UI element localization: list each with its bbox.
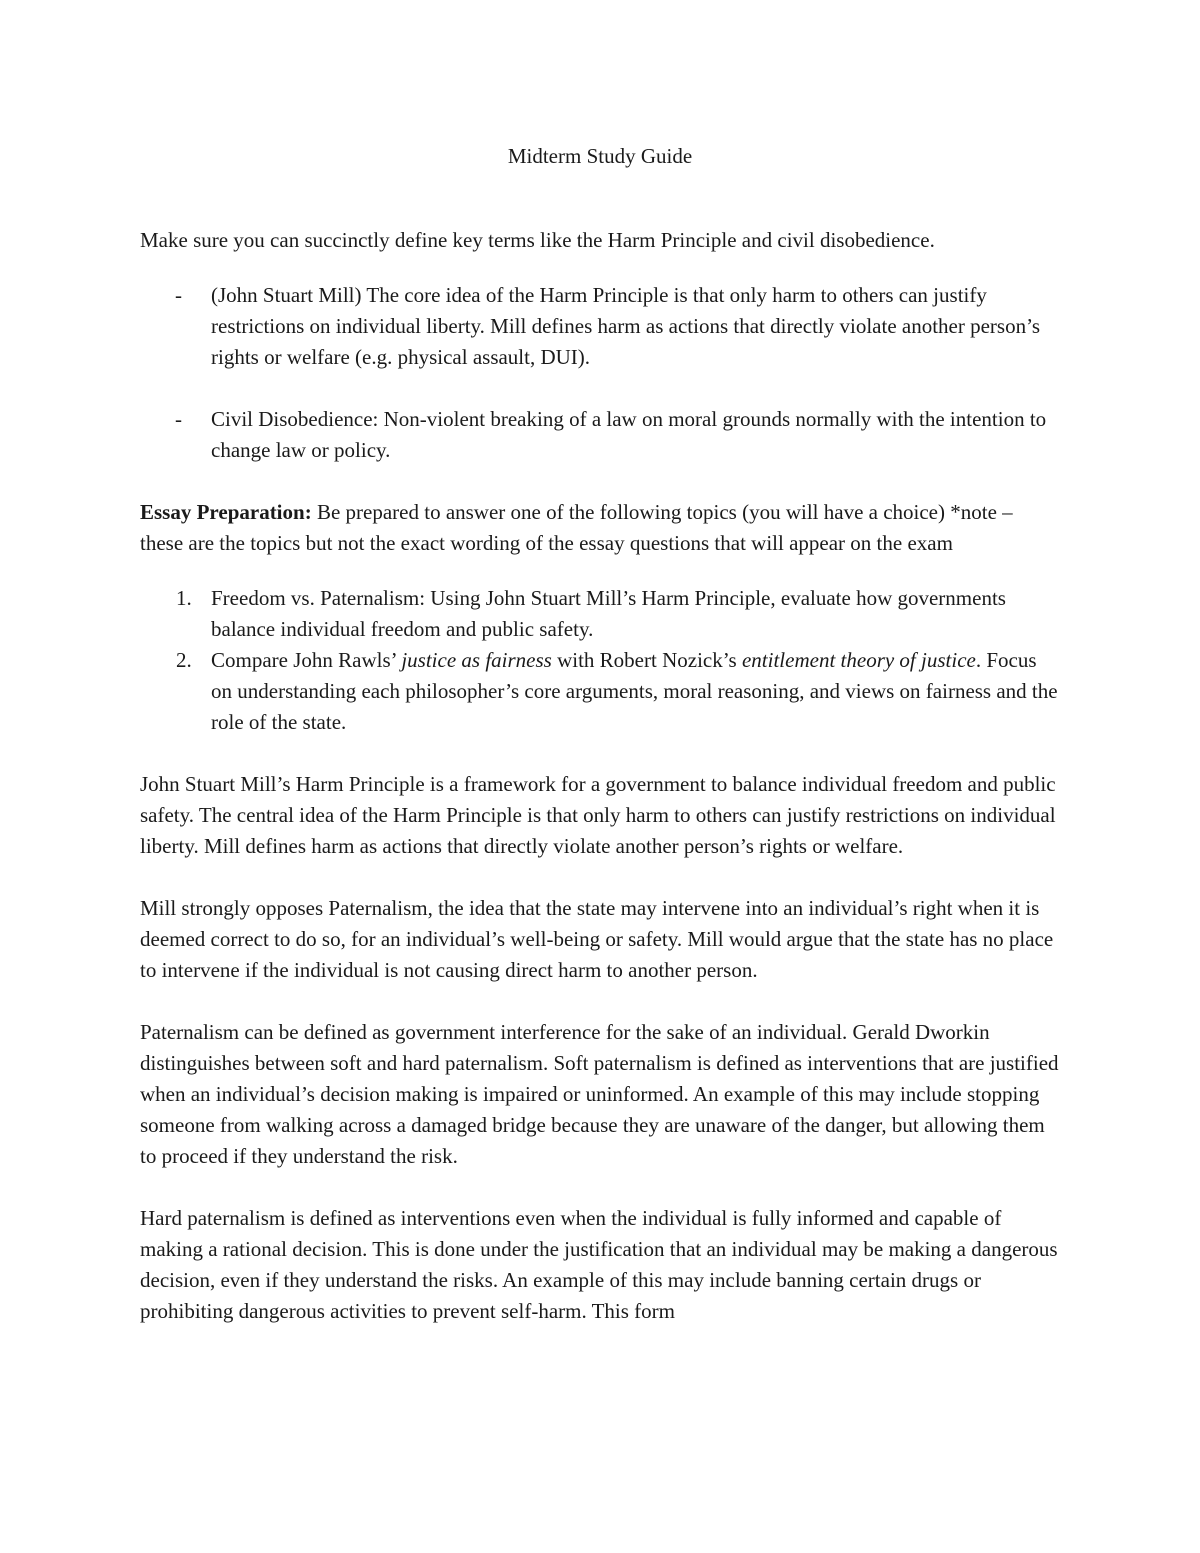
essay-preparation-text: Be prepared to answer one of the following topics (you will have a choice) *note – these are the topics but not the exact wording of the essay questions that will appear on the exam bbox=[140, 500, 1013, 555]
definition-text: (John Stuart Mill) The core idea of the Harm Principle is that only harm to others can justify restrictions on individual liberty. Mill defines harm as actions that directly violate another person’s rights or welfare (e.g. physical assault, DUI). bbox=[211, 283, 1041, 369]
topic-emphasis-nozick: entitlement theory of justice bbox=[741, 648, 976, 672]
document-content bbox=[140, 141, 1060, 1358]
body-paragraph-harm-principle: John Stuart Mill’s Harm Principle is a framework for a government to balance individual freedom and public safety. The central idea of the Harm Principle is that only harm to others can justify restrictions on individual liberty. Mill defines harm as actions that directly violate another person’s rights or welfare. bbox=[140, 772, 1056, 858]
topic-number: 2. bbox=[176, 648, 192, 672]
definition-item-civil-disobedience bbox=[140, 404, 1060, 466]
page-title: Midterm Study Guide bbox=[507, 144, 693, 168]
dash-marker: - bbox=[175, 283, 182, 307]
topic-text-part: with Robert Nozick’s bbox=[551, 648, 742, 672]
definition-text: Civil Disobedience: Non-violent breaking of a law on moral grounds normally with the intention to change law or policy. bbox=[211, 407, 1047, 462]
body-paragraph-mill-paternalism: Mill strongly opposes Paternalism, the idea that the state may intervene into an individual’s right when it is deemed correct to do so, for an individual’s well-being or safety. Mill would argue that the state has no place to intervene if the individual is not causing direct harm to another person. bbox=[140, 896, 1054, 982]
definitions-list bbox=[140, 280, 1060, 466]
essay-topic-item bbox=[140, 645, 1060, 738]
dash-marker: - bbox=[175, 407, 182, 431]
topic-text-part: Compare John Rawls’ bbox=[211, 648, 402, 672]
essay-topic-item bbox=[140, 583, 1060, 645]
topic-number: 1. bbox=[176, 586, 192, 610]
essay-preparation-label: Essay Preparation: bbox=[140, 500, 312, 524]
topic-text-part: . Focus on understanding each philosopher’s core arguments, moral reasoning, and views on fairness and the role of the state. bbox=[211, 648, 1058, 734]
intro-paragraph: Make sure you can succinctly define key terms like the Harm Principle and civil disobedience. bbox=[140, 228, 935, 252]
definition-item-harm-principle bbox=[140, 280, 1060, 373]
body-paragraph-soft-paternalism: Paternalism can be defined as government interference for the sake of an individual. Gerald Dworkin distinguishes between soft and hard paternalism. Soft paternalism is defined as interventions that are justified when an individual’s decision making is impaired or uninformed. An example of this may include stopping someone from walking across a damaged bridge because they are unaware of the danger, but allowing them to proceed if they understand the risk. bbox=[140, 1020, 1059, 1168]
essay-topics-list bbox=[140, 583, 1060, 738]
topic-emphasis-rawls: justice as fairness bbox=[401, 648, 552, 672]
body-paragraph-hard-paternalism: Hard paternalism is defined as interventions even when the individual is fully informed and capable of making a rational decision. This is done under the justification that an individual may be making a dangerous decision, even if they understand the risks. An example of this may include banning certain drugs or prohibiting dangerous activities to prevent self-harm. This form bbox=[140, 1206, 1058, 1323]
topic-text: Freedom vs. Paternalism: Using John Stuart Mill’s Harm Principle, evaluate how governments balance individual freedom and public safety. bbox=[211, 586, 1006, 641]
essay-preparation-paragraph bbox=[140, 497, 1060, 559]
